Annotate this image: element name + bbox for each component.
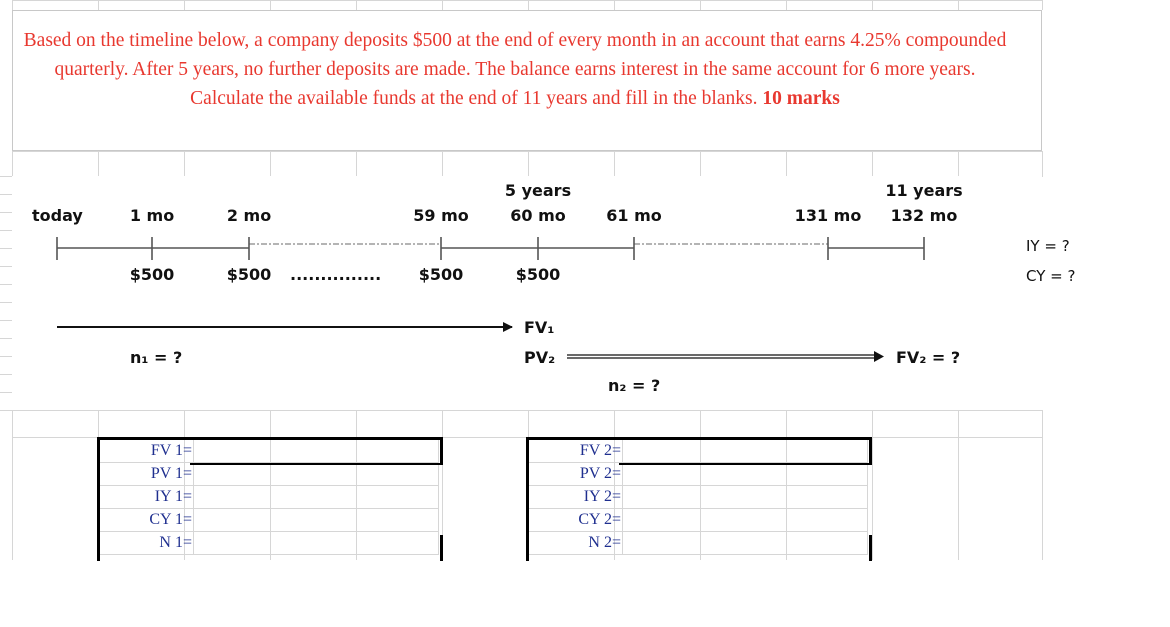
table2-top-border: [526, 437, 872, 440]
question-body: Based on the timeline below, a company deposits $500 at the end of every month in an account that earns 4.25% compounded quarterly. After 5 years, no further deposits are made. The balance earns interest in the same account for 6 more years. Calculate the available funds at the end of 11 years and fill in the blanks.: [23, 30, 1007, 109]
answer-1-label: PV 1=: [99, 463, 194, 486]
table2-left-border: [526, 437, 529, 561]
table1-first-row-bottom: [190, 463, 443, 465]
answer-2-label: PV 2=: [528, 463, 623, 486]
deposit-dots: ...............: [290, 265, 382, 284]
table1-first-row-right: [440, 437, 443, 465]
answers-table-1: [98, 439, 439, 555]
deposit-1-mo: $500: [129, 265, 175, 284]
answer-1-label: FV 1=: [99, 440, 194, 463]
answer-2-value-cell[interactable]: [623, 463, 868, 486]
answers-table-2: [527, 439, 868, 555]
answer-1-value-cell[interactable]: [194, 532, 439, 555]
deposit-60-mo: $500: [515, 265, 561, 284]
answer-2-value-input[interactable]: [623, 509, 867, 531]
rate-iy: IY = ?: [1026, 237, 1070, 255]
table1-last-row-right: [440, 535, 443, 561]
answer-1-row: [99, 532, 439, 555]
answer-2-row: [528, 440, 868, 463]
label-131-mo: 131 mo: [794, 206, 862, 225]
label-2-mo: 2 mo: [226, 206, 272, 225]
label-59-mo: 59 mo: [413, 206, 469, 225]
label-60-mo: 60 mo: [510, 206, 566, 225]
fv2-label: FV₂ = ?: [896, 348, 961, 367]
pv2-label: PV₂: [524, 348, 556, 367]
answer-1-label: IY 1=: [99, 486, 194, 509]
answer-2-value-input[interactable]: [623, 440, 867, 462]
label-today: today: [32, 206, 83, 225]
table2-first-row-bottom: [619, 463, 872, 465]
n2-label: n₂ = ?: [608, 376, 661, 395]
rate-cy: CY = ?: [1026, 267, 1076, 285]
question-marks: 10 marks: [762, 88, 840, 109]
answer-2-value-input[interactable]: [623, 532, 867, 554]
fv1-label: FV₁: [524, 318, 555, 337]
answer-2-row: [528, 532, 868, 555]
answer-2-row: [528, 463, 868, 486]
label-5-years: 5 years: [504, 181, 572, 200]
answer-1-row: [99, 440, 439, 463]
answer-2-value-cell[interactable]: [623, 509, 868, 532]
answer-1-value-input[interactable]: [194, 486, 438, 508]
answer-2-value-cell[interactable]: [623, 440, 868, 463]
answer-2-row: [528, 509, 868, 532]
deposit-59-mo: $500: [418, 265, 464, 284]
label-1-mo: 1 mo: [129, 206, 175, 225]
answer-2-label: IY 2=: [528, 486, 623, 509]
answer-2-label: FV 2=: [528, 440, 623, 463]
table2-last-row-right: [869, 535, 872, 561]
deposit-2-mo: $500: [226, 265, 272, 284]
table1-left-border: [97, 437, 100, 561]
answer-1-value-cell[interactable]: [194, 509, 439, 532]
answer-2-label: CY 2=: [528, 509, 623, 532]
table2-first-row-right: [869, 437, 872, 465]
answer-1-value-cell[interactable]: [194, 440, 439, 463]
answer-1-value-input[interactable]: [194, 509, 438, 531]
answer-1-value-input[interactable]: [194, 463, 438, 485]
answer-2-value-cell[interactable]: [623, 486, 868, 509]
answer-1-value-cell[interactable]: [194, 486, 439, 509]
answer-1-row: [99, 486, 439, 509]
answer-2-value-input[interactable]: [623, 463, 867, 485]
label-11-years: 11 years: [885, 181, 963, 200]
answer-1-row: [99, 509, 439, 532]
answer-1-value-input[interactable]: [194, 532, 438, 554]
answer-2-value-cell[interactable]: [623, 532, 868, 555]
answer-1-label: CY 1=: [99, 509, 194, 532]
answer-2-row: [528, 486, 868, 509]
arrow-fv2-head: [874, 351, 884, 362]
answer-1-value-cell[interactable]: [194, 463, 439, 486]
answer-1-row: [99, 463, 439, 486]
label-61-mo: 61 mo: [606, 206, 662, 225]
answer-1-label: N 1=: [99, 532, 194, 555]
label-132-mo: 132 mo: [890, 206, 958, 225]
answer-2-value-input[interactable]: [623, 486, 867, 508]
answer-2-label: N 2=: [528, 532, 623, 555]
table1-top-border: [97, 437, 443, 440]
n1-label: n₁ = ?: [130, 348, 183, 367]
answer-1-value-input[interactable]: [194, 440, 438, 462]
